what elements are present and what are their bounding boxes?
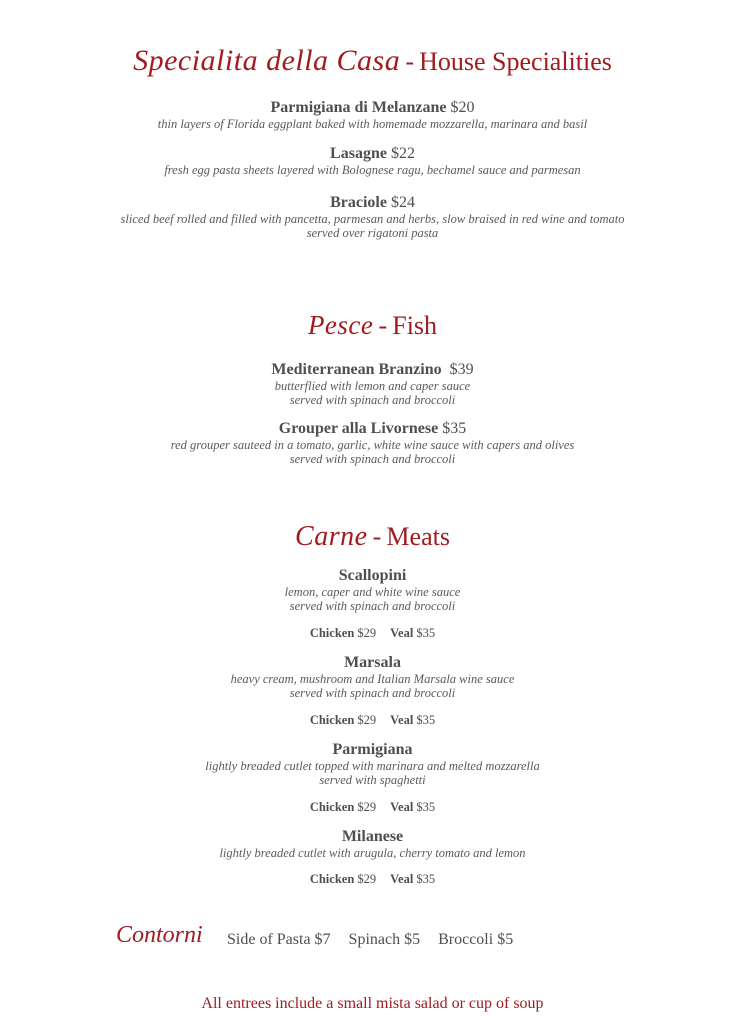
item-description-line-2: served with spinach and broccoli [289, 599, 456, 613]
chicken-label: Chicken [309, 872, 355, 886]
contorni-item-pasta: Side of Pasta $7 [227, 931, 331, 948]
item-price: $35 [442, 420, 467, 437]
item-description: heavy cream, mushroom and Italian Marsala wine sauce [230, 672, 515, 686]
house-specialities-heading [0, 44, 745, 78]
contorni-heading: Contorni [116, 922, 203, 948]
item-name: Lasagne [330, 145, 387, 162]
veal-label: Veal [390, 800, 414, 814]
price-options-milanese [0, 872, 745, 887]
heading-separator: - [405, 47, 414, 76]
item-name: Scallopini [338, 567, 407, 584]
item-description-line-2: served with spinach and broccoli [289, 452, 456, 466]
item-description-line-2: served with spaghetti [319, 773, 426, 787]
heading-script: Pesce [307, 310, 374, 340]
contorni-list [227, 931, 531, 949]
veal-label: Veal [390, 713, 414, 727]
chicken-label: Chicken [309, 713, 355, 727]
item-description: fresh egg pasta sheets layered with Bolognese ragu, bechamel sauce and parmesan [164, 163, 581, 177]
menu-item-grouper [0, 420, 745, 466]
meats-heading [0, 521, 745, 553]
heading-separator: - [372, 522, 382, 551]
item-name: Marsala [344, 654, 401, 671]
item-description: lemon, caper and white wine sauce [284, 585, 461, 599]
fish-heading [0, 310, 745, 341]
heading-script: Carne [295, 521, 368, 552]
item-name: Mediterranean Branzino [271, 361, 442, 378]
veal-price: $35 [416, 872, 436, 886]
chicken-price: $29 [357, 800, 377, 814]
veal-label: Veal [390, 626, 414, 640]
heading-separator: - [378, 311, 388, 340]
item-name: Parmigiana [332, 741, 413, 758]
chicken-label: Chicken [309, 800, 355, 814]
chicken-label: Chicken [309, 626, 355, 640]
menu-item-lasagne [0, 145, 745, 177]
menu-item-milanese [0, 828, 745, 860]
contorni-item-broccoli: Broccoli $5 [438, 931, 514, 948]
menu-item-parmigiana [0, 741, 745, 787]
item-description: thin layers of Florida eggplant baked with homemade mozzarella, marinara and basil [157, 117, 588, 131]
item-description: sliced beef rolled and filled with pancetta, parmesan and herbs, slow braised in red wine and tomato [120, 212, 625, 226]
item-description-line-2: served with spinach and broccoli [289, 686, 456, 700]
menu-item-branzino [0, 361, 745, 407]
item-price: $20 [450, 99, 475, 116]
item-price: $22 [390, 145, 415, 162]
chicken-price: $29 [357, 626, 377, 640]
veal-label: Veal [390, 872, 414, 886]
veal-price: $35 [416, 713, 436, 727]
chicken-price: $29 [357, 713, 377, 727]
chicken-price: $29 [357, 872, 377, 886]
heading-english: House Specialities [419, 47, 612, 76]
item-name: Grouper alla Livornese [278, 420, 439, 437]
item-description: lightly breaded cutlet topped with marinara and melted mozzarella [205, 759, 540, 773]
item-price: $39 [449, 361, 474, 378]
price-options-parmigiana [0, 800, 745, 815]
item-name: Milanese [341, 828, 404, 845]
item-description: red grouper sauteed in a tomato, garlic, white wine sauce with capers and olives [170, 438, 575, 452]
heading-english: Meats [386, 522, 450, 551]
item-description: lightly breaded cutlet with arugula, cherry tomato and lemon [219, 846, 526, 860]
menu-item-marsala [0, 654, 745, 700]
menu-item-parmigiana-melanzane [0, 99, 745, 131]
item-description: butterflied with lemon and caper sauce [274, 379, 471, 393]
menu-item-braciole [0, 194, 745, 240]
veal-price: $35 [416, 626, 436, 640]
item-name: Braciole [330, 194, 387, 211]
price-options-marsala [0, 713, 745, 728]
price-options-scallopini [0, 626, 745, 641]
item-description-line-2: served over rigatoni pasta [306, 226, 439, 240]
menu-item-scallopini [0, 567, 745, 613]
contorni-item-spinach: Spinach $5 [348, 931, 421, 948]
heading-english: Fish [392, 311, 438, 340]
heading-script: Specialita della Casa [133, 44, 401, 77]
item-price: $24 [390, 194, 415, 211]
veal-price: $35 [416, 800, 436, 814]
item-description-line-2: served with spinach and broccoli [289, 393, 456, 407]
footer-note: All entrees include a small mista salad or cup of soup [201, 995, 544, 1012]
item-name: Parmigiana di Melanzane [270, 99, 447, 116]
